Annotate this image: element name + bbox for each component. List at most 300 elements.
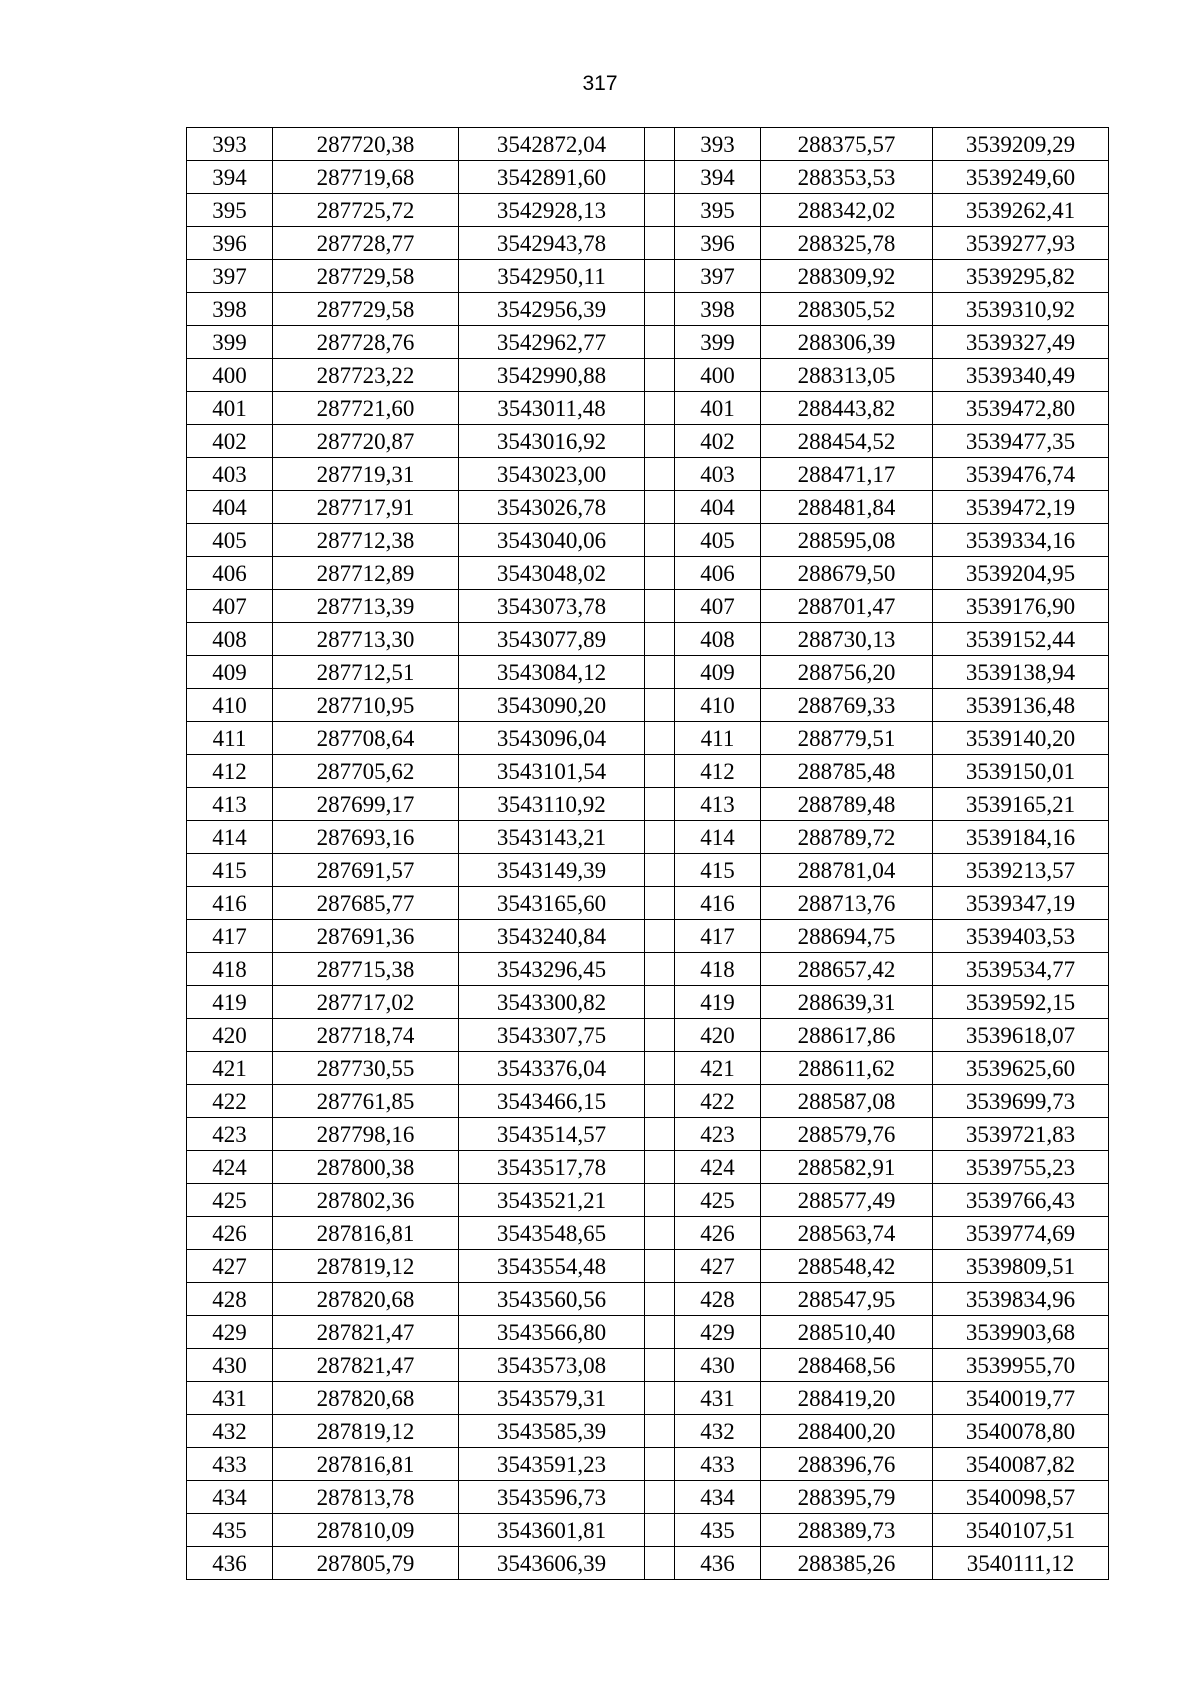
table-row	[187, 359, 1109, 392]
table-row	[187, 854, 1109, 887]
y-coordinate-right: 3539534,77	[933, 953, 1109, 986]
x-coordinate-left: 287725,72	[273, 194, 459, 227]
point-number-right: 399	[675, 326, 761, 359]
point-number-right: 428	[675, 1283, 761, 1316]
y-coordinate-left: 3543517,78	[459, 1151, 645, 1184]
x-coordinate-right: 288395,79	[761, 1481, 933, 1514]
point-number-left: 431	[187, 1382, 273, 1415]
x-coordinate-right: 288595,08	[761, 524, 933, 557]
spacer-cell	[645, 1547, 675, 1580]
point-number-left: 429	[187, 1316, 273, 1349]
x-coordinate-right: 288443,82	[761, 392, 933, 425]
y-coordinate-right: 3539403,53	[933, 920, 1109, 953]
spacer-cell	[645, 1316, 675, 1349]
x-coordinate-left: 287728,76	[273, 326, 459, 359]
x-coordinate-left: 287821,47	[273, 1349, 459, 1382]
spacer-cell	[645, 887, 675, 920]
y-coordinate-left: 3542891,60	[459, 161, 645, 194]
point-number-right: 419	[675, 986, 761, 1019]
x-coordinate-right: 288582,91	[761, 1151, 933, 1184]
table-row	[187, 491, 1109, 524]
spacer-cell	[645, 722, 675, 755]
table-row	[187, 1118, 1109, 1151]
x-coordinate-right: 288471,17	[761, 458, 933, 491]
x-coordinate-right: 288769,33	[761, 689, 933, 722]
point-number-left: 425	[187, 1184, 273, 1217]
table-row	[187, 260, 1109, 293]
y-coordinate-left: 3543149,39	[459, 854, 645, 887]
x-coordinate-left: 287718,74	[273, 1019, 459, 1052]
y-coordinate-left: 3543554,48	[459, 1250, 645, 1283]
y-coordinate-left: 3543040,06	[459, 524, 645, 557]
point-number-left: 394	[187, 161, 273, 194]
y-coordinate-right: 3539213,57	[933, 854, 1109, 887]
table-row	[187, 1184, 1109, 1217]
table-row	[187, 326, 1109, 359]
x-coordinate-left: 287728,77	[273, 227, 459, 260]
y-coordinate-left: 3543591,23	[459, 1448, 645, 1481]
table-row	[187, 392, 1109, 425]
point-number-left: 402	[187, 425, 273, 458]
y-coordinate-left: 3543048,02	[459, 557, 645, 590]
point-number-left: 416	[187, 887, 273, 920]
spacer-cell	[645, 689, 675, 722]
x-coordinate-right: 288454,52	[761, 425, 933, 458]
point-number-left: 421	[187, 1052, 273, 1085]
y-coordinate-right: 3539834,96	[933, 1283, 1109, 1316]
y-coordinate-right: 3539327,49	[933, 326, 1109, 359]
x-coordinate-right: 288730,13	[761, 623, 933, 656]
point-number-right: 430	[675, 1349, 761, 1382]
x-coordinate-left: 287713,39	[273, 590, 459, 623]
point-number-left: 401	[187, 392, 273, 425]
x-coordinate-left: 287816,81	[273, 1448, 459, 1481]
point-number-right: 395	[675, 194, 761, 227]
x-coordinate-left: 287691,36	[273, 920, 459, 953]
y-coordinate-right: 3539592,15	[933, 986, 1109, 1019]
y-coordinate-right: 3539472,80	[933, 392, 1109, 425]
point-number-left: 412	[187, 755, 273, 788]
spacer-cell	[645, 1118, 675, 1151]
x-coordinate-right: 288389,73	[761, 1514, 933, 1547]
point-number-right: 402	[675, 425, 761, 458]
y-coordinate-left: 3543466,15	[459, 1085, 645, 1118]
table-row	[187, 1283, 1109, 1316]
point-number-right: 396	[675, 227, 761, 260]
y-coordinate-left: 3543579,31	[459, 1382, 645, 1415]
x-coordinate-right: 288353,53	[761, 161, 933, 194]
table-row	[187, 1349, 1109, 1382]
x-coordinate-left: 287691,57	[273, 854, 459, 887]
spacer-cell	[645, 953, 675, 986]
table-row	[187, 161, 1109, 194]
point-number-left: 400	[187, 359, 273, 392]
point-number-right: 433	[675, 1448, 761, 1481]
table-row	[187, 986, 1109, 1019]
point-number-left: 433	[187, 1448, 273, 1481]
y-coordinate-left: 3543548,65	[459, 1217, 645, 1250]
x-coordinate-right: 288579,76	[761, 1118, 933, 1151]
x-coordinate-left: 287805,79	[273, 1547, 459, 1580]
x-coordinate-left: 287800,38	[273, 1151, 459, 1184]
y-coordinate-left: 3542943,78	[459, 227, 645, 260]
y-coordinate-left: 3543165,60	[459, 887, 645, 920]
point-number-left: 408	[187, 623, 273, 656]
point-number-left: 395	[187, 194, 273, 227]
x-coordinate-right: 288701,47	[761, 590, 933, 623]
spacer-cell	[645, 524, 675, 557]
y-coordinate-right: 3539209,29	[933, 128, 1109, 161]
x-coordinate-right: 288306,39	[761, 326, 933, 359]
x-coordinate-right: 288419,20	[761, 1382, 933, 1415]
point-number-right: 415	[675, 854, 761, 887]
x-coordinate-right: 288468,56	[761, 1349, 933, 1382]
y-coordinate-right: 3539618,07	[933, 1019, 1109, 1052]
spacer-cell	[645, 1514, 675, 1547]
table-row	[187, 623, 1109, 656]
y-coordinate-left: 3543023,00	[459, 458, 645, 491]
y-coordinate-right: 3539721,83	[933, 1118, 1109, 1151]
x-coordinate-left: 287685,77	[273, 887, 459, 920]
x-coordinate-left: 287715,38	[273, 953, 459, 986]
x-coordinate-left: 287729,58	[273, 293, 459, 326]
point-number-right: 405	[675, 524, 761, 557]
spacer-cell	[645, 491, 675, 524]
spacer-cell	[645, 1184, 675, 1217]
y-coordinate-right: 3539809,51	[933, 1250, 1109, 1283]
y-coordinate-left: 3543296,45	[459, 953, 645, 986]
x-coordinate-left: 287699,17	[273, 788, 459, 821]
point-number-right: 424	[675, 1151, 761, 1184]
point-number-left: 407	[187, 590, 273, 623]
y-coordinate-left: 3543560,56	[459, 1283, 645, 1316]
spacer-cell	[645, 1217, 675, 1250]
y-coordinate-right: 3539334,16	[933, 524, 1109, 557]
spacer-cell	[645, 1052, 675, 1085]
spacer-cell	[645, 821, 675, 854]
point-number-right: 398	[675, 293, 761, 326]
spacer-cell	[645, 920, 675, 953]
spacer-cell	[645, 392, 675, 425]
y-coordinate-left: 3543073,78	[459, 590, 645, 623]
x-coordinate-left: 287713,30	[273, 623, 459, 656]
point-number-right: 416	[675, 887, 761, 920]
table-row	[187, 1151, 1109, 1184]
x-coordinate-left: 287821,47	[273, 1316, 459, 1349]
point-number-right: 425	[675, 1184, 761, 1217]
spacer-cell	[645, 1448, 675, 1481]
x-coordinate-right: 288713,76	[761, 887, 933, 920]
table-row	[187, 1316, 1109, 1349]
x-coordinate-right: 288789,72	[761, 821, 933, 854]
y-coordinate-right: 3539176,90	[933, 590, 1109, 623]
point-number-left: 404	[187, 491, 273, 524]
y-coordinate-left: 3542990,88	[459, 359, 645, 392]
y-coordinate-left: 3543566,80	[459, 1316, 645, 1349]
y-coordinate-right: 3539310,92	[933, 293, 1109, 326]
point-number-right: 429	[675, 1316, 761, 1349]
x-coordinate-right: 288305,52	[761, 293, 933, 326]
x-coordinate-right: 288396,76	[761, 1448, 933, 1481]
x-coordinate-right: 288577,49	[761, 1184, 933, 1217]
point-number-right: 421	[675, 1052, 761, 1085]
y-coordinate-right: 3540107,51	[933, 1514, 1109, 1547]
y-coordinate-left: 3543376,04	[459, 1052, 645, 1085]
table-row	[187, 557, 1109, 590]
y-coordinate-right: 3540098,57	[933, 1481, 1109, 1514]
spacer-cell	[645, 986, 675, 1019]
y-coordinate-left: 3543573,08	[459, 1349, 645, 1382]
point-number-right: 417	[675, 920, 761, 953]
point-number-left: 398	[187, 293, 273, 326]
point-number-right: 427	[675, 1250, 761, 1283]
point-number-left: 418	[187, 953, 273, 986]
y-coordinate-left: 3542962,77	[459, 326, 645, 359]
x-coordinate-right: 288587,08	[761, 1085, 933, 1118]
point-number-left: 417	[187, 920, 273, 953]
x-coordinate-right: 288756,20	[761, 656, 933, 689]
point-number-right: 422	[675, 1085, 761, 1118]
y-coordinate-left: 3543090,20	[459, 689, 645, 722]
point-number-right: 414	[675, 821, 761, 854]
table-row	[187, 1448, 1109, 1481]
spacer-cell	[645, 788, 675, 821]
x-coordinate-left: 287710,95	[273, 689, 459, 722]
point-number-left: 409	[187, 656, 273, 689]
y-coordinate-right: 3539295,82	[933, 260, 1109, 293]
spacer-cell	[645, 1349, 675, 1382]
y-coordinate-left: 3543585,39	[459, 1415, 645, 1448]
spacer-cell	[645, 1415, 675, 1448]
point-number-right: 407	[675, 590, 761, 623]
x-coordinate-left: 287712,89	[273, 557, 459, 590]
x-coordinate-right: 288617,86	[761, 1019, 933, 1052]
x-coordinate-left: 287820,68	[273, 1382, 459, 1415]
x-coordinate-right: 288563,74	[761, 1217, 933, 1250]
x-coordinate-left: 287693,16	[273, 821, 459, 854]
x-coordinate-right: 288639,31	[761, 986, 933, 1019]
x-coordinate-left: 287708,64	[273, 722, 459, 755]
x-coordinate-left: 287820,68	[273, 1283, 459, 1316]
x-coordinate-left: 287720,38	[273, 128, 459, 161]
table-row	[187, 1547, 1109, 1580]
point-number-left: 405	[187, 524, 273, 557]
point-number-left: 436	[187, 1547, 273, 1580]
y-coordinate-right: 3539262,41	[933, 194, 1109, 227]
y-coordinate-left: 3542956,39	[459, 293, 645, 326]
x-coordinate-right: 288547,95	[761, 1283, 933, 1316]
spacer-cell	[645, 1151, 675, 1184]
point-number-left: 432	[187, 1415, 273, 1448]
point-number-right: 412	[675, 755, 761, 788]
point-number-right: 408	[675, 623, 761, 656]
y-coordinate-right: 3539138,94	[933, 656, 1109, 689]
point-number-left: 426	[187, 1217, 273, 1250]
x-coordinate-left: 287721,60	[273, 392, 459, 425]
point-number-left: 396	[187, 227, 273, 260]
point-number-left: 419	[187, 986, 273, 1019]
y-coordinate-left: 3543240,84	[459, 920, 645, 953]
point-number-left: 413	[187, 788, 273, 821]
y-coordinate-left: 3543596,73	[459, 1481, 645, 1514]
x-coordinate-left: 287712,51	[273, 656, 459, 689]
y-coordinate-left: 3543514,57	[459, 1118, 645, 1151]
y-coordinate-right: 3540078,80	[933, 1415, 1109, 1448]
spacer-cell	[645, 326, 675, 359]
spacer-cell	[645, 128, 675, 161]
table-row	[187, 689, 1109, 722]
spacer-cell	[645, 623, 675, 656]
y-coordinate-right: 3539347,19	[933, 887, 1109, 920]
x-coordinate-left: 287810,09	[273, 1514, 459, 1547]
point-number-right: 423	[675, 1118, 761, 1151]
point-number-left: 434	[187, 1481, 273, 1514]
y-coordinate-left: 3543011,48	[459, 392, 645, 425]
point-number-left: 435	[187, 1514, 273, 1547]
x-coordinate-left: 287798,16	[273, 1118, 459, 1151]
y-coordinate-right: 3539136,48	[933, 689, 1109, 722]
point-number-right: 434	[675, 1481, 761, 1514]
x-coordinate-right: 288309,92	[761, 260, 933, 293]
point-number-right: 420	[675, 1019, 761, 1052]
y-coordinate-right: 3539150,01	[933, 755, 1109, 788]
y-coordinate-left: 3543521,21	[459, 1184, 645, 1217]
point-number-left: 403	[187, 458, 273, 491]
x-coordinate-right: 288679,50	[761, 557, 933, 590]
point-number-right: 403	[675, 458, 761, 491]
x-coordinate-right: 288325,78	[761, 227, 933, 260]
y-coordinate-right: 3540087,82	[933, 1448, 1109, 1481]
table-row	[187, 1481, 1109, 1514]
coordinates-table-body	[187, 128, 1109, 1580]
x-coordinate-left: 287717,91	[273, 491, 459, 524]
x-coordinate-left: 287819,12	[273, 1250, 459, 1283]
spacer-cell	[645, 425, 675, 458]
table-row	[187, 953, 1109, 986]
y-coordinate-left: 3542928,13	[459, 194, 645, 227]
point-number-right: 409	[675, 656, 761, 689]
table-row	[187, 1514, 1109, 1547]
point-number-right: 400	[675, 359, 761, 392]
y-coordinate-right: 3539249,60	[933, 161, 1109, 194]
y-coordinate-right: 3539625,60	[933, 1052, 1109, 1085]
x-coordinate-right: 288481,84	[761, 491, 933, 524]
point-number-left: 399	[187, 326, 273, 359]
x-coordinate-right: 288342,02	[761, 194, 933, 227]
spacer-cell	[645, 590, 675, 623]
point-number-right: 394	[675, 161, 761, 194]
table-row	[187, 1052, 1109, 1085]
table-row	[187, 1250, 1109, 1283]
y-coordinate-right: 3540019,77	[933, 1382, 1109, 1415]
x-coordinate-left: 287802,36	[273, 1184, 459, 1217]
point-number-right: 432	[675, 1415, 761, 1448]
x-coordinate-left: 287816,81	[273, 1217, 459, 1250]
x-coordinate-right: 288385,26	[761, 1547, 933, 1580]
point-number-left: 420	[187, 1019, 273, 1052]
y-coordinate-left: 3543606,39	[459, 1547, 645, 1580]
y-coordinate-left: 3543101,54	[459, 755, 645, 788]
table-row	[187, 821, 1109, 854]
point-number-right: 401	[675, 392, 761, 425]
point-number-right: 435	[675, 1514, 761, 1547]
y-coordinate-left: 3543307,75	[459, 1019, 645, 1052]
y-coordinate-right: 3539766,43	[933, 1184, 1109, 1217]
point-number-right: 431	[675, 1382, 761, 1415]
x-coordinate-left: 287730,55	[273, 1052, 459, 1085]
spacer-cell	[645, 1019, 675, 1052]
point-number-left: 411	[187, 722, 273, 755]
x-coordinate-left: 287819,12	[273, 1415, 459, 1448]
table-row	[187, 788, 1109, 821]
point-number-right: 418	[675, 953, 761, 986]
spacer-cell	[645, 1283, 675, 1316]
spacer-cell	[645, 1481, 675, 1514]
y-coordinate-left: 3542950,11	[459, 260, 645, 293]
x-coordinate-left: 287712,38	[273, 524, 459, 557]
spacer-cell	[645, 1250, 675, 1283]
point-number-right: 413	[675, 788, 761, 821]
x-coordinate-right: 288785,48	[761, 755, 933, 788]
y-coordinate-left: 3543016,92	[459, 425, 645, 458]
spacer-cell	[645, 1085, 675, 1118]
table-row	[187, 293, 1109, 326]
y-coordinate-left: 3542872,04	[459, 128, 645, 161]
y-coordinate-right: 3539340,49	[933, 359, 1109, 392]
y-coordinate-right: 3539152,44	[933, 623, 1109, 656]
spacer-cell	[645, 194, 675, 227]
point-number-left: 410	[187, 689, 273, 722]
x-coordinate-left: 287719,68	[273, 161, 459, 194]
y-coordinate-right: 3539774,69	[933, 1217, 1109, 1250]
y-coordinate-right: 3539903,68	[933, 1316, 1109, 1349]
point-number-left: 415	[187, 854, 273, 887]
y-coordinate-left: 3543096,04	[459, 722, 645, 755]
point-number-right: 393	[675, 128, 761, 161]
point-number-right: 397	[675, 260, 761, 293]
table-row	[187, 755, 1109, 788]
y-coordinate-right: 3539165,21	[933, 788, 1109, 821]
point-number-left: 430	[187, 1349, 273, 1382]
x-coordinate-right: 288781,04	[761, 854, 933, 887]
x-coordinate-right: 288400,20	[761, 1415, 933, 1448]
x-coordinate-right: 288789,48	[761, 788, 933, 821]
y-coordinate-right: 3539184,16	[933, 821, 1109, 854]
table-row	[187, 722, 1109, 755]
spacer-cell	[645, 227, 675, 260]
x-coordinate-left: 287813,78	[273, 1481, 459, 1514]
y-coordinate-left: 3543300,82	[459, 986, 645, 1019]
x-coordinate-right: 288657,42	[761, 953, 933, 986]
y-coordinate-left: 3543084,12	[459, 656, 645, 689]
table-row	[187, 128, 1109, 161]
y-coordinate-left: 3543110,92	[459, 788, 645, 821]
x-coordinate-left: 287729,58	[273, 260, 459, 293]
point-number-left: 393	[187, 128, 273, 161]
table-row	[187, 590, 1109, 623]
y-coordinate-right: 3539477,35	[933, 425, 1109, 458]
table-row	[187, 1085, 1109, 1118]
point-number-right: 426	[675, 1217, 761, 1250]
point-number-left: 428	[187, 1283, 273, 1316]
y-coordinate-left: 3543601,81	[459, 1514, 645, 1547]
y-coordinate-right: 3539277,93	[933, 227, 1109, 260]
spacer-cell	[645, 656, 675, 689]
point-number-left: 397	[187, 260, 273, 293]
spacer-cell	[645, 557, 675, 590]
table-row	[187, 425, 1109, 458]
point-number-right: 406	[675, 557, 761, 590]
